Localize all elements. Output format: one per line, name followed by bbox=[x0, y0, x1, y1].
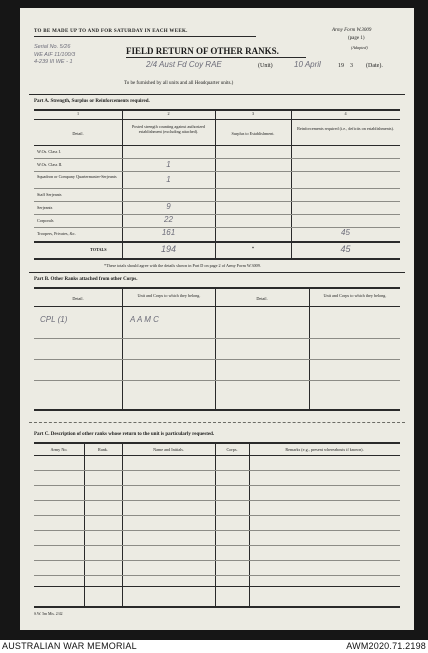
part-b-table-bottom bbox=[34, 409, 400, 411]
date-label: (Date). bbox=[366, 63, 383, 69]
handwritten-line-3: 4-239 III WE - 1 bbox=[34, 59, 73, 65]
part-c-table-top bbox=[34, 442, 400, 444]
row-reinf-troopers: 45 bbox=[341, 228, 350, 237]
row-rule bbox=[34, 158, 400, 159]
part-c-header-rule bbox=[34, 455, 400, 456]
part-a-top-rule bbox=[29, 94, 405, 95]
row-detail-staff-serjeants: Staff Serjeants bbox=[37, 192, 62, 197]
part-c-header-army-no: Army No. bbox=[50, 447, 68, 452]
row-rule bbox=[34, 201, 400, 202]
row-posted-serjeants: 9 bbox=[166, 202, 171, 211]
part-b-header-detail-1: Detail. bbox=[72, 296, 84, 301]
part-c-row-rule bbox=[34, 500, 400, 501]
year-value: 3 bbox=[350, 63, 353, 69]
part-c-header-remarks: Remarks (e.g., present whereabouts if known). bbox=[285, 447, 364, 452]
printer-mark: S.W. 5m Mis. 2/42 bbox=[34, 612, 63, 616]
part-a-colnum-rule bbox=[34, 119, 400, 120]
part-b-header-unit-2: Unit and Corps to which they belong. bbox=[323, 293, 387, 298]
form-title: FIELD RETURN OF OTHER RANKS. bbox=[126, 46, 279, 56]
part-c-header-rank: Rank. bbox=[98, 447, 108, 452]
part-a-heading: Part A. Strength, Surplus or Reinforcements required. bbox=[34, 99, 150, 104]
unit-value: 2/4 Aust Fd Coy RAE bbox=[146, 60, 222, 69]
part-b-entry-unit: A A M C bbox=[130, 315, 159, 324]
row-posted-cqms: 1 bbox=[166, 175, 171, 184]
part-b-header-rule bbox=[34, 306, 400, 307]
part-c-row-rule bbox=[34, 470, 400, 471]
part-a-colnum-4: 4 bbox=[344, 111, 347, 116]
row-rule bbox=[34, 188, 400, 189]
totals-posted: 194 bbox=[160, 244, 177, 254]
top-notice: TO BE MADE UP TO AND FOR SATURDAY IN EACH WEEK. bbox=[34, 29, 188, 34]
year-prefix: 19 bbox=[338, 63, 344, 69]
part-b-entry-detail: CPL (1) bbox=[40, 315, 68, 324]
row-detail-troopers: Troopers, Privates, &c. bbox=[37, 231, 76, 236]
part-a-colnum-3: 3 bbox=[251, 111, 255, 116]
part-a-footnote: *These totals should agree with the details shown in Part D on page 2 of Army Form W.3009. bbox=[104, 263, 261, 268]
part-c-row-rule bbox=[34, 560, 400, 561]
row-posted-wo-class-2: 1 bbox=[166, 160, 171, 169]
form-name: Army Form W.3009 bbox=[332, 28, 372, 33]
part-b-header-unit-1: Unit and Corps to which they belong. bbox=[137, 293, 201, 298]
part-c-row-rule bbox=[34, 530, 400, 531]
part-c-table-bottom bbox=[34, 606, 400, 608]
part-a-header-posted: Posted strength counting against authorized establishment (excluding attached). bbox=[131, 124, 206, 134]
part-a-header-rule bbox=[34, 145, 400, 146]
handwritten-line-1: Serial No. 5/26 bbox=[34, 44, 71, 50]
part-c-row-rule bbox=[34, 575, 400, 576]
totals-reinf: 45 bbox=[340, 244, 351, 254]
date-value: 10 April bbox=[294, 60, 321, 69]
totals-rule bbox=[34, 241, 400, 243]
handwritten-line-2: WE AIF 11/100/3 bbox=[34, 51, 76, 58]
handwritten-margin-note bbox=[34, 44, 75, 67]
perforation-line bbox=[29, 422, 405, 423]
part-a-header-surplus: Surplus to Establishment. bbox=[231, 131, 275, 136]
part-c-col-divider-2 bbox=[122, 442, 123, 607]
caption-institution: AUSTRALIAN WAR MEMORIAL bbox=[2, 641, 137, 651]
form-page: (page 1) bbox=[348, 36, 365, 41]
part-b-row-rule bbox=[34, 338, 400, 339]
part-a-header-reinforcements: Reinforcements required (i.e., deficits on establishments). bbox=[297, 126, 394, 131]
row-posted-corporals: 22 bbox=[164, 215, 173, 224]
row-detail-wo-class-1: W.Os. Class I. bbox=[37, 149, 61, 154]
row-detail-serjeants: Serjeants bbox=[37, 205, 53, 210]
part-c-col-divider-4 bbox=[249, 442, 250, 607]
part-c-col-divider-1 bbox=[84, 442, 85, 607]
part-b-header-detail-2: Detail. bbox=[256, 296, 268, 301]
part-a-colnum-1: 1 bbox=[76, 111, 80, 116]
unit-label: (Unit) bbox=[258, 63, 273, 69]
part-a-header-detail: Detail. bbox=[72, 131, 84, 136]
part-b-col-divider-2 bbox=[215, 287, 216, 410]
form-sheet bbox=[20, 8, 414, 630]
caption-bar bbox=[0, 640, 428, 653]
part-b-row-rule bbox=[34, 380, 400, 381]
part-a-col-divider-2 bbox=[215, 109, 216, 259]
part-c-row-rule bbox=[34, 515, 400, 516]
part-b-table-top bbox=[34, 287, 400, 289]
totals-label: TOTALS bbox=[90, 247, 107, 252]
part-c-col-divider-3 bbox=[215, 442, 216, 607]
row-rule bbox=[34, 171, 400, 172]
row-rule bbox=[34, 214, 400, 215]
top-notice-underline bbox=[34, 36, 256, 37]
part-a-table-bottom bbox=[34, 258, 400, 260]
form-title-underline bbox=[126, 57, 306, 58]
part-b-top-rule bbox=[29, 272, 405, 273]
part-a-colnum-2: 2 bbox=[167, 111, 170, 116]
row-posted-troopers: 161 bbox=[161, 228, 176, 237]
caption-accession-number: AWM2020.71.2198 bbox=[346, 641, 426, 651]
form-subtitle: To be furnished by all units and all Headquarter units.) bbox=[124, 81, 234, 86]
part-c-row-rule bbox=[34, 586, 400, 587]
part-b-col-divider-1 bbox=[122, 287, 123, 410]
part-b-row-rule bbox=[34, 359, 400, 360]
part-c-header-corps: Corps. bbox=[226, 447, 238, 452]
form-adapted: (Adapted) bbox=[351, 45, 368, 50]
part-b-heading: Part B. Other Ranks attached from other Corps. bbox=[34, 277, 138, 282]
part-c-row-rule bbox=[34, 545, 400, 546]
totals-surplus: * bbox=[251, 247, 255, 252]
part-c-heading: Part C. Description of other ranks whose return to the unit is particularly requested. bbox=[34, 432, 215, 437]
part-c-header-name: Name and Initials. bbox=[153, 447, 184, 452]
row-detail-wo-class-2: W.Os. Class II. bbox=[37, 162, 63, 167]
part-b-col-divider-3 bbox=[309, 287, 310, 410]
part-c-row-rule bbox=[34, 485, 400, 486]
row-detail-cqms: Squadron or Company Quartermaster-Serjeants bbox=[37, 174, 117, 179]
row-detail-corporals: Corporals bbox=[37, 218, 54, 223]
